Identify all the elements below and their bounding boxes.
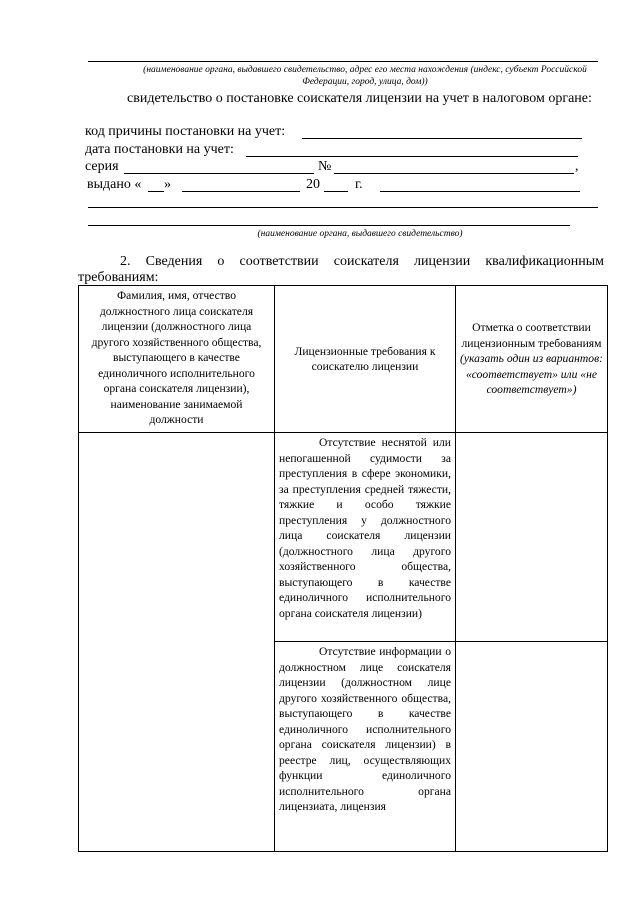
issued-label: выдано « [87,177,142,192]
top-blank-line [88,61,598,62]
number-field[interactable] [334,173,574,174]
series-field[interactable] [124,173,314,174]
table-header-row [79,286,608,433]
issuer-blank-line-2[interactable] [88,225,570,226]
number-label: № [318,159,332,174]
issued-year-suffix: г. [355,177,363,192]
top-caption: (наименование органа, выдавшего свидетельство, адрес его места нахождения (индекс, субъект Российской Федерации, город, улица, дом)) [143,65,587,87]
section-2-heading: 2. Сведения о соответствии соискателя лицензии квалификационным требованиям: [78,254,604,285]
requirement-2-mark-cell[interactable] [456,642,608,852]
series-label: серия [85,159,119,174]
kpp-field[interactable] [302,138,582,139]
issuer-blank-line-1[interactable] [88,207,598,208]
kpp-label: код причины постановки на учет: [85,124,286,139]
series-comma: , [575,159,579,174]
requirement-1-mark-cell[interactable] [456,433,608,642]
issued-year-field[interactable] [324,191,348,192]
col3-header [456,286,608,433]
requirement-1-text: Отсутствие неснятой или непогашенной судимости за преступления в сфере экономики, за преступления средней тяжести, тяжкие и особо тяжкие преступления у должностного лица соискателя лицензии (должностного лица другого хозяйственного общества, выступающего в качестве единоличного исполнительного органа соискателя лицензии) [275,433,456,642]
issued-month-field[interactable] [182,191,300,192]
official-name-cell[interactable] [79,433,275,852]
issued-quote-close: » [164,177,171,192]
bottom-caption: (наименование органа, выдавшего свидетельство) [257,229,463,239]
issued-day-field[interactable] [148,191,164,192]
issued-year-prefix: 20 [306,177,320,192]
date-label: дата постановки на учет: [85,142,234,157]
table-row [79,433,608,642]
requirements-table [78,285,608,852]
certificate-intro: свидетельство о постановке соискателя лицензии на учет в налоговом органе: [127,91,592,106]
requirement-2-text: Отсутствие информации о должностном лице соискателя лицензии (должностном лице другого хозяйственного общества, выступающего в качестве единоличного исполнительного органа соискателя лицензии) в реестре лиц, осуществляющих функции единоличного исполнительного органа лицензиата, лицензия [275,642,456,852]
col3-header-italic: (указать один из вариантов: «соответствует» или «не соответствует») [460,352,603,397]
col3-header-main: Отметка о соответствии лицензионным требованиям [461,321,602,350]
col1-header: Фамилия, имя, отчество должностного лица соискателя лицензии (должностного лица другого хозяйственного общества, выступающего в качестве единоличного исполнительного органа соискателя лицензии), наименование занимаемой должности [79,286,275,433]
date-field[interactable] [246,156,578,157]
issued-extra-field[interactable] [380,191,580,192]
col2-header: Лицензионные требования к соискателю лицензии [275,286,456,433]
